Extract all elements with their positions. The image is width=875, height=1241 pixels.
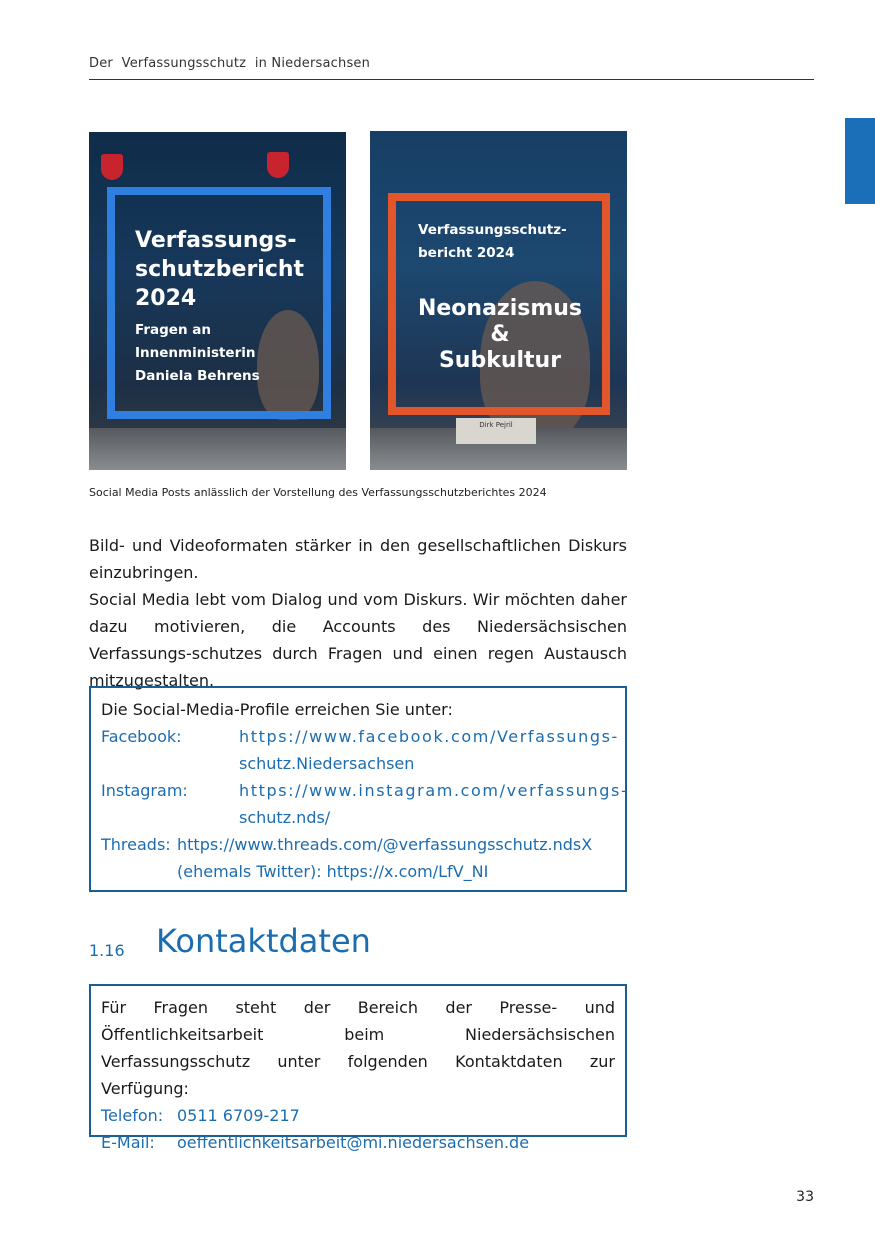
email-link[interactable]: oeffentlichkeitsarbeit@mi.niedersachsen.de — [177, 1133, 530, 1152]
chapter-tab-marker — [845, 118, 875, 204]
post-subtitle: Fragen an Innenministerin Daniela Behrens — [135, 322, 260, 384]
instagram-label: Instagram: — [101, 781, 188, 800]
paragraph: Social Media lebt vom Dialog und vom Diskurs. Wir möchten daher dazu motivieren, die Accounts des Niedersächsischen Verfassungs-schutzes durch Fragen und einen regen Austausch mitzugestalten. — [89, 590, 627, 690]
facebook-link[interactable]: https://www.facebook.com/Verfassungs- — [239, 727, 619, 746]
body-text — [89, 532, 627, 694]
section-number: 1.16 — [89, 941, 125, 960]
post-title: Verfassungs- schutzbericht 2024 — [135, 228, 305, 311]
email-label: E-Mail: — [101, 1133, 155, 1152]
page-number: 33 — [796, 1189, 814, 1205]
phone-number[interactable]: 0511 6709-217 — [177, 1106, 300, 1125]
running-header: Der Verfassungsschutz in Niedersachsen — [89, 56, 371, 71]
x-link[interactable]: (ehemals Twitter): https://x.com/LfV_NI — [177, 862, 489, 881]
paragraph: Bild- und Videoformaten stärker in den gesellschaftlichen Diskurs einzubringen. — [89, 536, 627, 582]
instagram-link-cont[interactable]: schutz.nds/ — [239, 808, 331, 827]
post-headline: Neonazismus & Subkultur — [417, 296, 583, 373]
header-divider — [89, 79, 814, 80]
social-post-image-left — [89, 132, 346, 470]
phone-label: Telefon: — [101, 1106, 164, 1125]
post-title: Verfassungsschutz- bericht 2024 — [418, 222, 567, 261]
facebook-link-cont[interactable]: schutz.Niedersachsen — [239, 754, 415, 773]
box-intro: Die Social-Media-Profile erreichen Sie unter: — [101, 700, 453, 719]
section-title: Kontaktdaten — [156, 922, 371, 960]
social-media-box — [89, 686, 627, 892]
threads-link[interactable]: https://www.threads.com/@verfassungsschutz.ndsX — [177, 835, 593, 854]
image-caption: Social Media Posts anlässlich der Vorstellung des Verfassungsschutzberichtes 2024 — [89, 486, 547, 499]
desk — [89, 428, 346, 470]
lower-saxony-crest-icon — [267, 152, 289, 178]
nameplate: Dirk Pejril — [456, 418, 536, 444]
contact-box — [89, 984, 627, 1152]
facebook-label: Facebook: — [101, 727, 182, 746]
social-post-image-right — [370, 131, 627, 470]
threads-label: Threads: — [101, 835, 171, 854]
lower-saxony-crest-icon — [101, 154, 123, 180]
instagram-link[interactable]: https://www.instagram.com/verfassungs- — [239, 781, 629, 800]
contact-text: Für Fragen steht der Bereich der Presse- und Öffentlichkeitsarbeit beim Niedersächsischen Verfassungsschutz unter folgenden Kontaktdaten zur Verfügung: — [101, 998, 615, 1098]
